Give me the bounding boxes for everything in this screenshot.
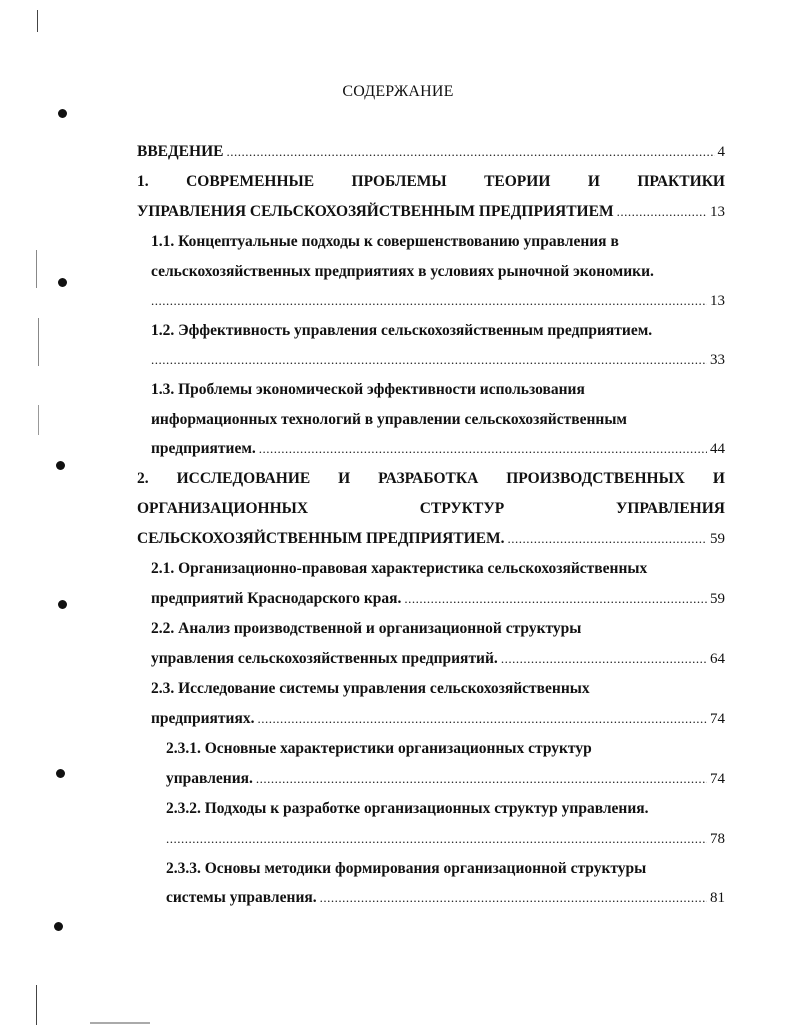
scan-edge-mark (38, 318, 39, 366)
toc-entry-text: 2.3.1. Основные характеристики организационных структур (166, 740, 592, 757)
toc-page-number: 13 (710, 293, 725, 309)
toc-section-1-2-leader (151, 350, 725, 370)
toc-page-number: 4 (717, 144, 725, 160)
binder-hole (56, 461, 65, 470)
toc-section-2-2-line2 (151, 649, 725, 669)
toc-page-number: 33 (710, 352, 725, 368)
toc-leader (508, 529, 707, 549)
toc-entry-text: предприятием. (151, 440, 256, 457)
toc-leader (404, 589, 707, 609)
toc-entry-text: сельскохозяйственных предприятиях в условиях рыночной экономики. (151, 263, 654, 280)
toc-page-number: 44 (710, 441, 725, 457)
toc-entry-text: 2.3.3. Основы методики формирования организационной структуры (166, 860, 647, 877)
toc-section-1-3-line3 (151, 439, 725, 459)
toc-section-2-1-line2 (151, 589, 725, 609)
toc-section-2-3-2-leader (166, 829, 725, 849)
toc-section-2-3-3-line2 (166, 888, 725, 908)
scan-edge-mark (38, 405, 39, 435)
toc-entry-text: управления. (166, 770, 253, 787)
toc-section-2-3-2-line1 (166, 799, 725, 819)
toc-entry-text: 1.1. Концептуальные подходы к совершенствованию управления в (151, 233, 619, 250)
toc-entry-text: 1.3. Проблемы экономической эффективности использования (151, 381, 585, 398)
toc-leader (501, 649, 707, 669)
toc-chapter-2-line1: 2. ИССЛЕДОВАНИЕ И РАЗРАБОТКА ПРОИЗВОДСТВЕННЫХ И (137, 470, 725, 487)
toc-chapter-1-line2 (137, 202, 725, 222)
toc-page-number: 81 (710, 890, 725, 906)
binder-hole (58, 278, 67, 287)
toc-section-2-3-1-line1 (166, 739, 725, 759)
toc-entry-text: системы управления. (166, 889, 317, 906)
toc-entry-text: СЕЛЬСКОХОЗЯЙСТВЕННЫМ ПРЕДПРИЯТИЕМ. (137, 530, 505, 547)
toc-page-number: 74 (710, 711, 725, 727)
toc-entry-text: предприятиях. (151, 710, 255, 727)
toc-section-1-1-line2 (151, 262, 725, 282)
toc-leader (617, 202, 707, 222)
toc-leader (256, 769, 707, 789)
toc-page-number: 78 (710, 831, 725, 847)
toc-section-1-3-line1 (151, 380, 725, 400)
toc-section-2-3-line1 (151, 679, 725, 699)
toc-chapter-2-line2: ОРГАНИЗАЦИОННЫХ СТРУКТУР УПРАВЛЕНИЯ (137, 500, 725, 517)
scan-edge-mark (90, 1022, 150, 1024)
toc-page-number: 74 (710, 771, 725, 787)
toc-leader (226, 142, 714, 162)
toc-entry-text: ВВЕДЕНИЕ (137, 143, 224, 160)
toc-leader (166, 829, 707, 849)
toc-entry-text: 2.3. Исследование системы управления сельскохозяйственных (151, 680, 590, 697)
toc-page-number: 59 (710, 531, 725, 547)
toc-chapter-2-line3 (137, 529, 725, 549)
scan-edge-mark (37, 10, 38, 32)
binder-hole (54, 922, 63, 931)
toc-entry-text: 2.3.2. Подходы к разработке организационных структур управления. (166, 800, 649, 817)
toc-leader (151, 291, 707, 311)
toc-entry-text: 2.2. Анализ производственной и организационной структуры (151, 620, 582, 637)
toc-page-number: 13 (710, 204, 725, 220)
toc-section-2-3-3-line1 (166, 859, 725, 879)
toc-section-1-2-line1 (151, 321, 725, 341)
binder-hole (58, 600, 67, 609)
toc-section-1-1-leader (151, 291, 725, 311)
toc-entry-text: информационных технологий в управлении сельскохозяйственным (151, 411, 627, 428)
toc-leader (259, 439, 707, 459)
toc-entry-text: 1.2. Эффективность управления сельскохозяйственным предприятием. (151, 322, 653, 339)
binder-hole (56, 769, 65, 778)
toc-page-number: 64 (710, 651, 725, 667)
binder-hole (58, 109, 67, 118)
toc-entry-text: предприятий Краснодарского края. (151, 590, 402, 607)
page-title: СОДЕРЖАНИЕ (342, 83, 454, 100)
toc-section-2-2-line1 (151, 619, 725, 639)
toc-entry-text: УПРАВЛЕНИЯ СЕЛЬСКОХОЗЯЙСТВЕННЫМ ПРЕДПРИЯТИЕМ (137, 203, 614, 220)
toc-section-2-1-line1 (151, 559, 725, 579)
toc-leader (258, 709, 708, 729)
toc-section-2-3-1-line2 (166, 769, 725, 789)
toc-entry-text: управления сельскохозяйственных предприятий. (151, 650, 498, 667)
toc-entry-intro (137, 142, 725, 162)
scan-edge-mark (36, 250, 37, 288)
toc-entry-text: 2.1. Организационно-правовая характеристика сельскохозяйственных (151, 560, 648, 577)
toc-section-1-1-line1 (151, 232, 725, 252)
toc-leader (151, 350, 707, 370)
toc-section-1-3-line2 (151, 410, 725, 430)
toc-section-2-3-line2 (151, 709, 725, 729)
toc-page-number: 59 (710, 591, 725, 607)
toc-leader (320, 888, 707, 908)
scan-edge-mark (36, 985, 37, 1025)
toc-chapter-1-line1: 1. СОВРЕМЕННЫЕ ПРОБЛЕМЫ ТЕОРИИ И ПРАКТИКИ (137, 173, 725, 190)
